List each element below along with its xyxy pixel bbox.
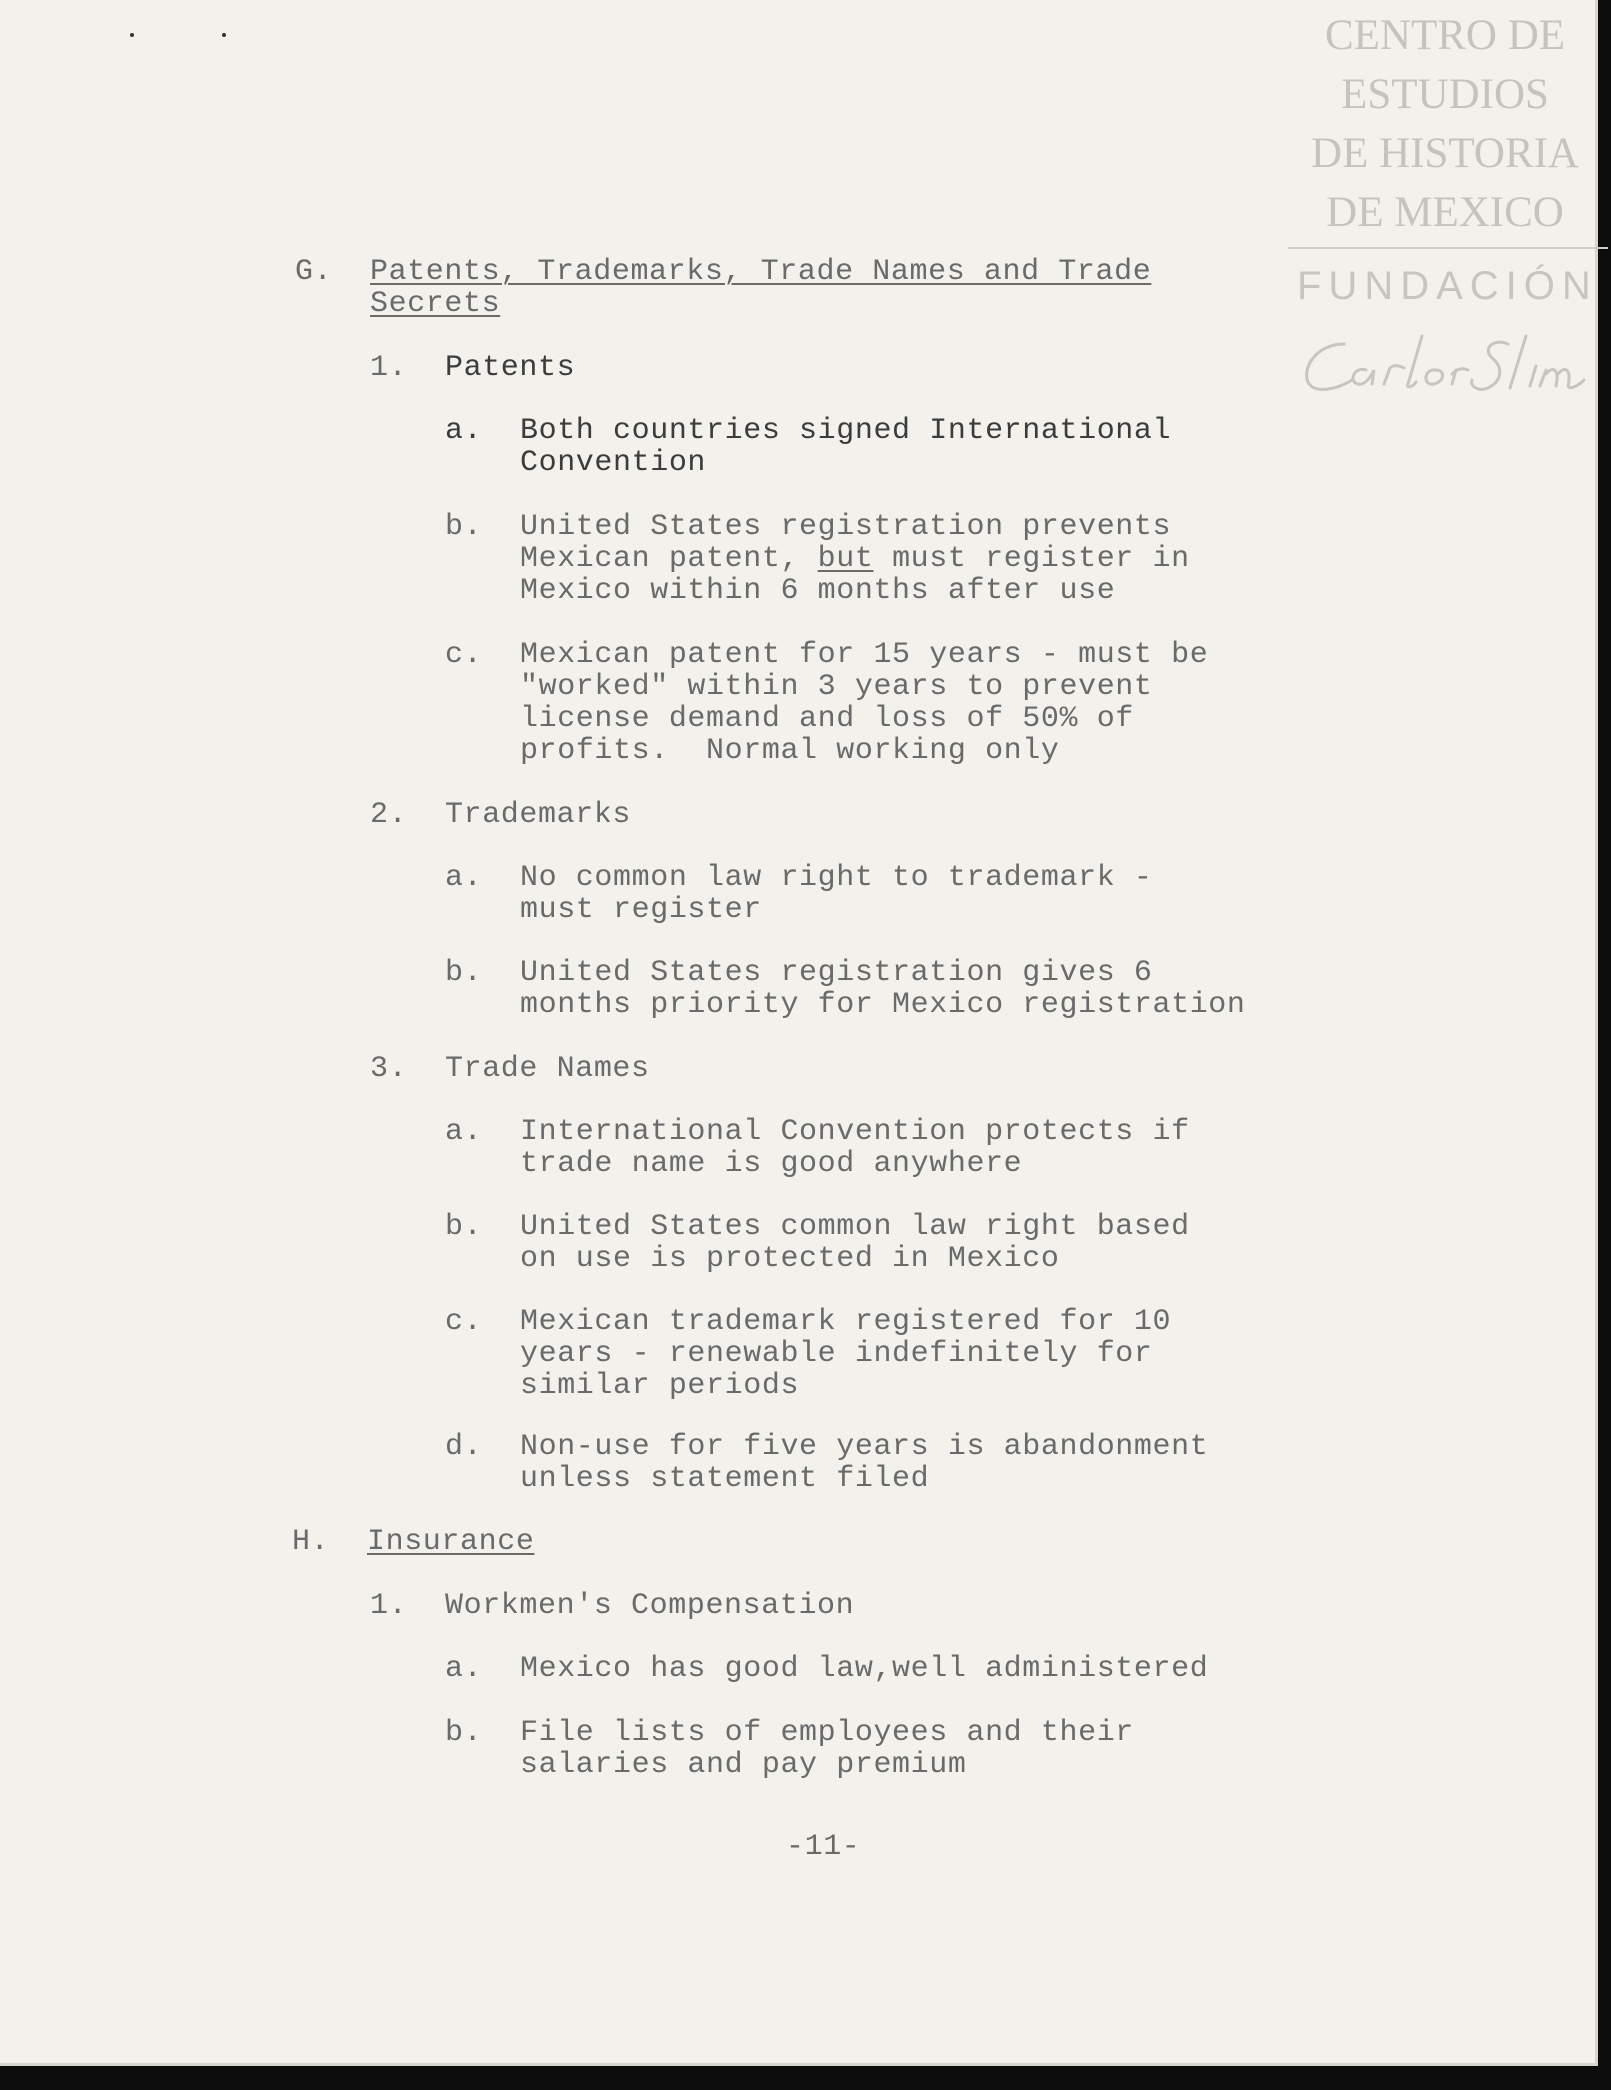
subitem-text: license demand and loss of 50% of <box>520 702 1134 736</box>
signature-logo <box>1296 330 1601 400</box>
item-number: 1. <box>370 351 408 385</box>
text-run: Mexican patent, <box>520 542 818 576</box>
item-label: Patents <box>445 351 576 385</box>
subitem-letter: a. <box>445 414 483 448</box>
subitem-text: Convention <box>520 446 707 480</box>
section-title: Patents, Trademarks, Trade Names and Trade <box>370 255 1152 289</box>
subitem-letter: c. <box>445 638 483 672</box>
subitem-text: Mexican patent for 15 years - must be <box>520 638 1209 672</box>
margin-dot <box>130 33 134 37</box>
subitem-text: Non-use for five years is abandonment <box>520 1430 1209 1464</box>
subitem-text: months priority for Mexico registration <box>520 988 1246 1022</box>
subitem-text: Mexico within 6 months after use <box>520 574 1116 608</box>
item-number: 1. <box>370 1589 408 1623</box>
subitem-text: must register <box>520 893 762 927</box>
section-title: Secrets <box>370 287 501 321</box>
subitem-letter: d. <box>445 1430 483 1464</box>
subitem-text: United States common law right based <box>520 1210 1190 1244</box>
subitem-text: on use is protected in Mexico <box>520 1242 1060 1276</box>
subitem-text: salaries and pay premium <box>520 1748 967 1782</box>
section-title: Insurance <box>367 1525 535 1559</box>
text-run: must register in <box>873 542 1190 576</box>
subitem-text: International Convention protects if <box>520 1115 1190 1149</box>
section-letter: H. <box>292 1525 330 1559</box>
subitem-letter: b. <box>445 956 483 990</box>
subitem-text: Both countries signed International <box>520 414 1172 448</box>
subitem-text: United States registration prevents <box>520 510 1172 544</box>
subitem-text: unless statement filed <box>520 1462 930 1496</box>
archive-stamp <box>1290 6 1600 242</box>
item-label: Trademarks <box>445 798 632 832</box>
subitem-text: File lists of employees and their <box>520 1716 1134 1750</box>
stamp-foundation: FUNDACIÓN <box>1297 264 1598 308</box>
stamp-line: CENTRO DE <box>1324 12 1566 59</box>
subitem-text: trade name is good anywhere <box>520 1147 1023 1181</box>
section-letter: G. <box>295 255 333 289</box>
item-number: 2. <box>370 798 408 832</box>
stamp-line: ESTUDIOS <box>1341 71 1549 118</box>
subitem-letter: a. <box>445 1652 483 1686</box>
subitem-letter: b. <box>445 510 483 544</box>
subitem-text: years - renewable indefinitely for <box>520 1337 1153 1371</box>
stamp-divider <box>1288 247 1608 249</box>
underlined-word: but <box>817 542 874 576</box>
subitem-text: "worked" within 3 years to prevent <box>520 670 1153 704</box>
item-number: 3. <box>370 1052 408 1086</box>
subitem-letter: b. <box>445 1210 483 1244</box>
subitem-text: profits. Normal working only <box>520 734 1060 768</box>
stamp-line: DE MEXICO <box>1326 189 1564 236</box>
subitem-text: United States registration gives 6 <box>520 956 1153 990</box>
subitem-text <box>520 543 1190 575</box>
subitem-letter: a. <box>445 861 483 895</box>
subitem-letter: c. <box>445 1305 483 1339</box>
item-label: Workmen's Compensation <box>445 1589 855 1623</box>
subitem-letter: a. <box>445 1115 483 1149</box>
subitem-text: No common law right to trademark - <box>520 861 1153 895</box>
subitem-text: Mexican trademark registered for 10 <box>520 1305 1172 1339</box>
subitem-text: similar periods <box>520 1369 800 1403</box>
item-label: Trade Names <box>445 1052 650 1086</box>
page-number: -11- <box>786 1830 861 1864</box>
subitem-letter: b. <box>445 1716 483 1750</box>
subitem-text: Mexico has good law,well administered <box>520 1652 1209 1686</box>
margin-dot <box>222 33 226 37</box>
stamp-line: DE HISTORIA <box>1311 130 1579 177</box>
